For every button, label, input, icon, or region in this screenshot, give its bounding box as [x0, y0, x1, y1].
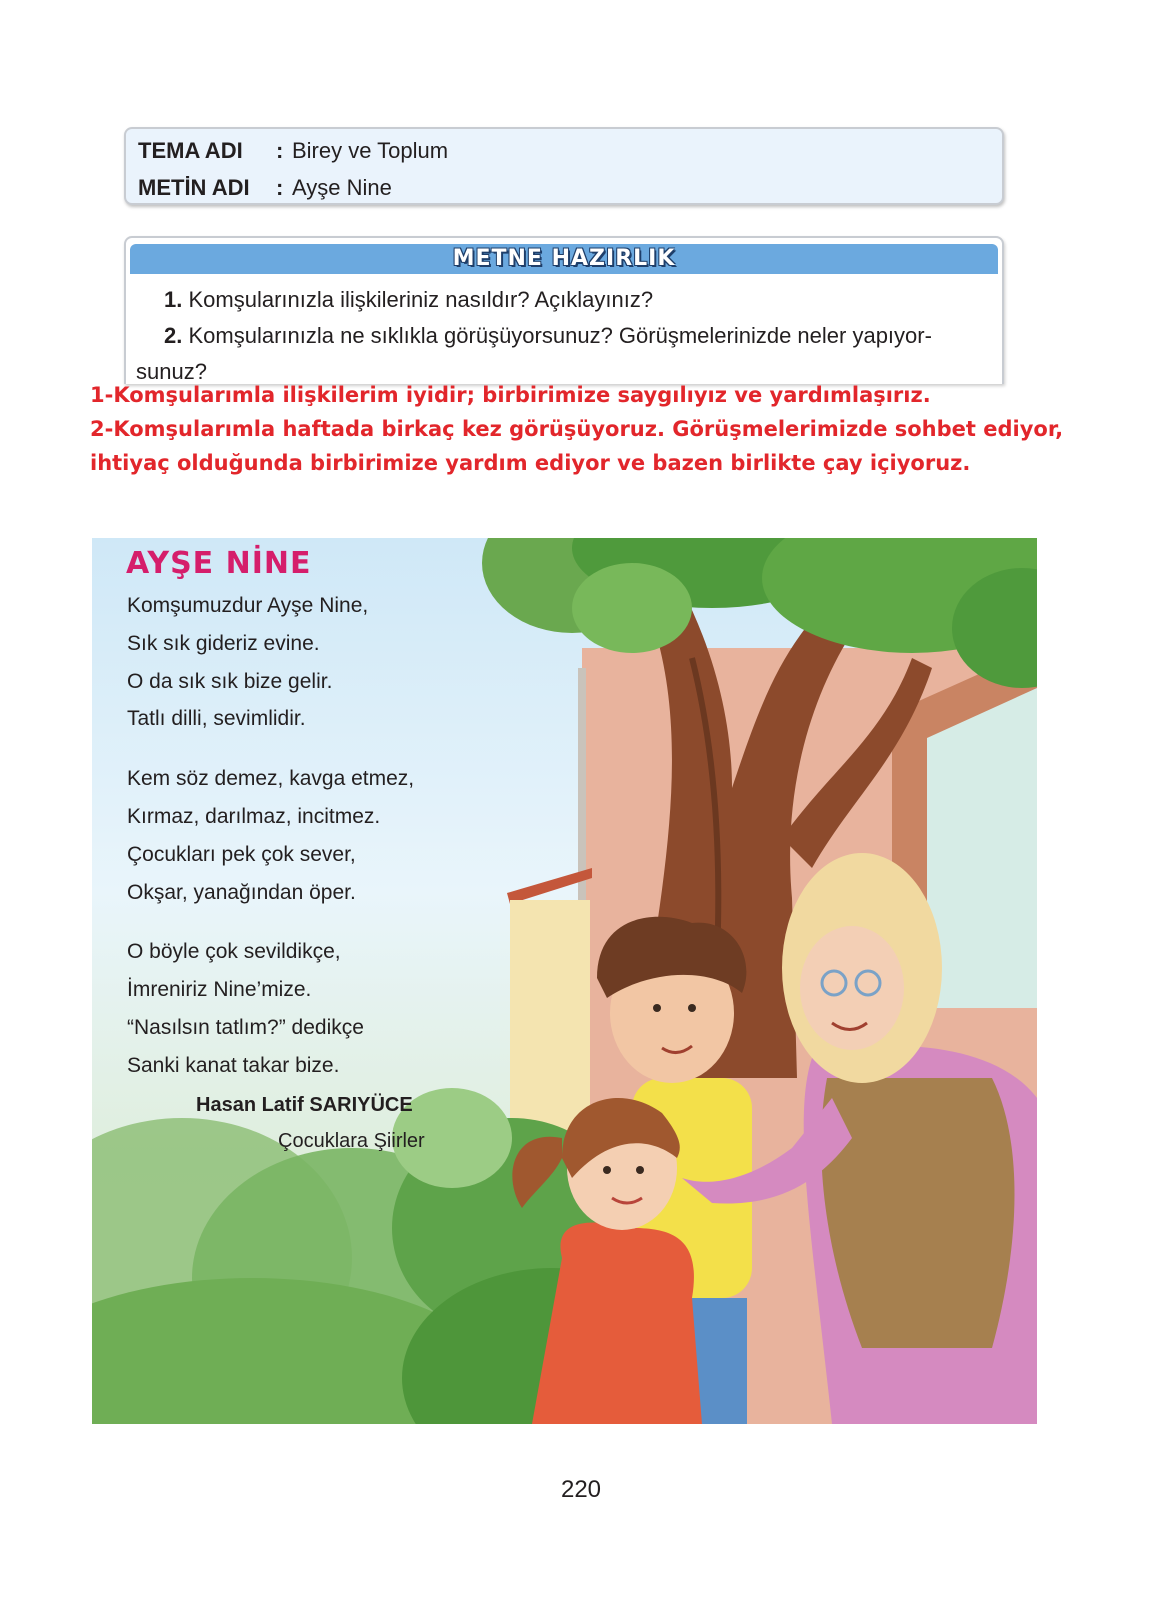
poem-line: Kırmaz, darılmaz, incitmez. [127, 805, 381, 828]
poem-source-book: Çocuklara Şiirler [278, 1130, 425, 1152]
question-number: 2. [164, 323, 183, 348]
poem-line: Çocukları pek çok sever, [127, 843, 356, 866]
page-number: 220 [560, 1476, 602, 1503]
poem-line: Okşar, yanağından öper. [127, 881, 356, 904]
poem-line: Sık sık gideriz evine. [127, 632, 320, 655]
poem-title: AYŞE NİNE [126, 546, 312, 581]
theme-row [138, 139, 448, 163]
prep-box [124, 236, 1004, 384]
text-name-label: METİN ADI [138, 175, 250, 200]
question-2 [164, 318, 998, 354]
text-info-box [124, 127, 1004, 205]
question-text: Komşularınızla ilişkileriniz nasıldır? Açıklayınız? [188, 287, 654, 312]
poem-line: O böyle çok sevildikçe, [127, 940, 341, 963]
question-number: 1. [164, 287, 183, 312]
answer-line-3: ihtiyaç olduğunda birbirimize yardım ediyor ve bazen birlikte çay içiyoruz. [90, 451, 971, 475]
poem-line: O da sık sık bize gelir. [127, 670, 333, 693]
illustration-panel [92, 538, 1037, 1424]
question-2-continuation: sunuz? [136, 359, 207, 384]
question-text: Komşularınızla ne sıklıkla görüşüyorsunuz? Görüşmelerinizde neler yapıyor- [188, 323, 932, 348]
separator: : [276, 175, 284, 200]
theme-value: Birey ve Toplum [292, 138, 449, 163]
prep-title: METNE HAZIRLIK [130, 244, 998, 274]
poem-line: İmreniriz Nine’mize. [127, 978, 312, 1001]
poem-line: Tatlı dilli, sevimlidir. [127, 707, 306, 730]
text-name-row [138, 176, 392, 200]
poem-line: Sanki kanat takar bize. [127, 1054, 340, 1077]
theme-label: TEMA ADI [138, 138, 243, 163]
answer-line-2: 2-Komşularımla haftada birkaç kez görüşüyoruz. Görüşmelerimizde sohbet ediyor, [90, 417, 1064, 441]
text-name-value: Ayşe Nine [292, 175, 392, 200]
poem-author: Hasan Latif SARIYÜCE [196, 1094, 413, 1116]
answer-line-1: 1-Komşularımla ilişkilerim iyidir; birbirimize saygılıyız ve yardımlaşırız. [90, 383, 931, 407]
separator: : [276, 138, 284, 163]
question-1 [164, 282, 653, 318]
poem-line: Kem söz demez, kavga etmez, [127, 767, 415, 790]
poem-line: “Nasılsın tatlım?” dedikçe [127, 1016, 364, 1039]
poem-line: Komşumuzdur Ayşe Nine, [127, 594, 369, 617]
